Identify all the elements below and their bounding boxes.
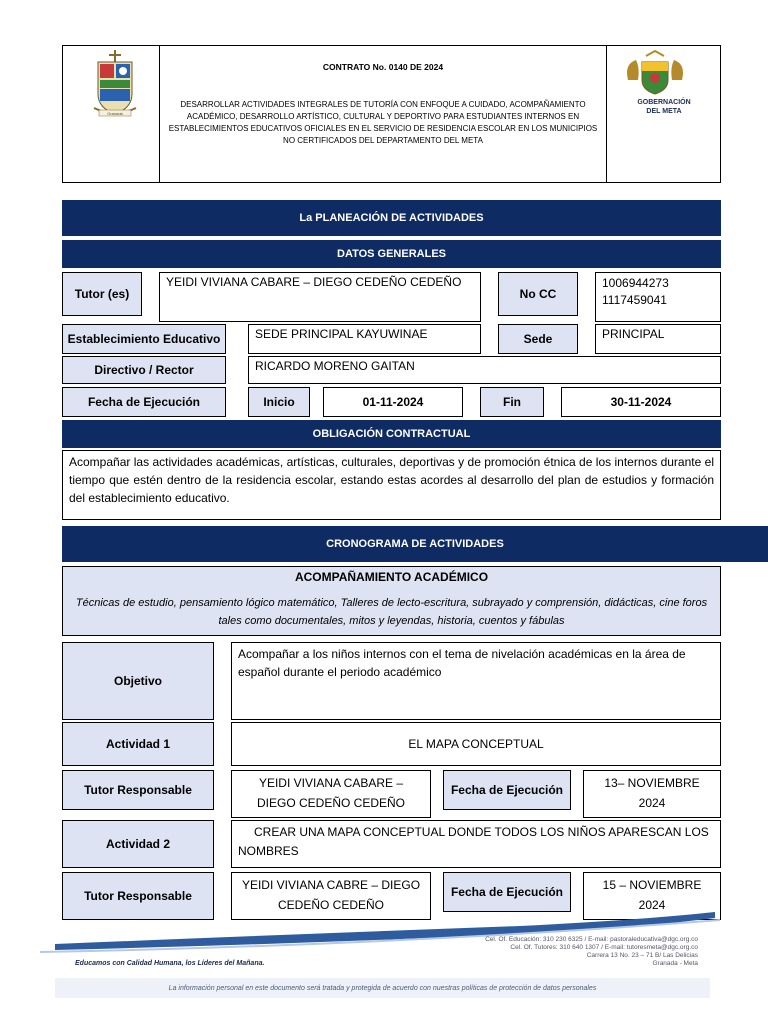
objective-value: Acompañar a los niños internos con el tema de nivelación académicas en la área de español durante el periodo académico [231, 642, 721, 720]
governorate-crest-logo [622, 50, 688, 96]
sede-value: PRINCIPAL [595, 324, 721, 354]
director-value: RICARDO MORENO GAITAN [248, 356, 721, 384]
contract-description: DESARROLLAR ACTIVIDADES INTEGRALES DE TUTORÍA CON ENFOQUE A CUIDADO, ACOMPAÑAMIENTO ACADÉMICO, DESARROLLO ARTÍSTICO, CULTURAL Y DEPORTIVO PARA ESTUDIANTES INTERNOS EN ESTABLECIMIENTOS EDUCATIVOS OFICIALES EN EL SERVICIO DE RESIDENCIA ESCOLAR EN LOS MUNICIPIOS NO CERTIFICADOS DEL DEPARTAMENTO DEL META [168, 100, 598, 145]
footer-contact [400, 936, 698, 968]
activity-1-value: EL MAPA CONCEPTUAL [231, 722, 721, 766]
activity-2-date-label: Fecha de Ejecución [443, 872, 571, 912]
school-value: SEDE PRINCIPAL KAYUWINAE [248, 324, 481, 354]
contract-obligation-text: Acompañar las actividades académicas, artísticas, culturales, deportivas y de promoción étnica de los internos durante el tiempo que estén dentro de la residencia escolar, estando estas acordes al desarrollo del plan de estudios y formación del establecimiento educativo. [62, 450, 721, 520]
tutor-value: YEIDI VIVIANA CABARE – DIEGO CEDEÑO CEDEÑO [159, 272, 481, 322]
contract-obligation-heading: OBLIGACIÓN CONTRACTUAL [62, 420, 721, 448]
sede-label: Sede [498, 324, 578, 354]
activity-1-date-label: Fecha de Ejecución [443, 770, 571, 810]
schedule-heading: CRONOGRAMA DE ACTIVIDADES [62, 526, 768, 562]
end-label: Fin [480, 387, 544, 417]
privacy-notice: La información personal en este documento será tratada y protegida de acuerdo con nuestras políticas de protección de datos personales [55, 978, 710, 998]
school-label: Establecimiento Educativo [62, 324, 226, 354]
activity-1-label: Actividad 1 [62, 722, 214, 766]
tutor-label: Tutor (es) [62, 272, 142, 316]
end-date-value: 30-11-2024 [561, 387, 721, 417]
activity-2-tutor-value: YEIDI VIVIANA CABRE – DIEGO CEDEÑO CEDEÑO [231, 872, 431, 920]
cc-label: No CC [498, 272, 578, 316]
start-date-value: 01-11-2024 [323, 387, 463, 417]
activity-2-date-value: 15 – NOVIEMBRE 2024 [583, 872, 721, 920]
activity-2-label: Actividad 2 [62, 820, 214, 868]
cc-value-2: 1117459041 [602, 293, 667, 307]
contract-title: CONTRATO No. 0140 DE 2024 [322, 62, 444, 72]
footer-contact-line: Granada - Meta [652, 960, 698, 967]
footer-contact-line: Cel. Of. Educación: 310 230 6325 / E-mail: pastoraleducativa@dgc.org.co [485, 936, 698, 943]
footer-contact-line: Carrera 13 No. 23 – 71 B/ Las Delicias [586, 952, 698, 959]
general-data-heading: DATOS GENERALES [62, 240, 721, 268]
activity-1-tutor-value: YEIDI VIVIANA CABARE – DIEGO CEDEÑO CEDEÑO [231, 770, 431, 818]
objective-label: Objetivo [62, 642, 214, 720]
footer-slogan: Educamos con Calidad Humana, los Líderes del Mañana. [75, 960, 265, 967]
left-logo-caption: Granada [107, 111, 123, 116]
activity-2-tutor-label: Tutor Responsable [62, 872, 214, 920]
cc-value [595, 272, 721, 322]
activity-1-tutor-label: Tutor Responsable [62, 770, 214, 810]
director-label: Directivo / Rector [62, 356, 226, 384]
academic-support-title: ACOMPAÑAMIENTO ACADÉMICO [294, 570, 489, 584]
governorate-name: GOBERNACIÓN DEL META [637, 99, 691, 115]
academic-support-description: Técnicas de estudio, pensamiento lógico matemático, Talleres de lecto-escritura, subrayado y comprensión, didácticas, cine foros tales como documentales, mitos y leyendas, historia, cuentos y fábulas [75, 597, 708, 627]
header-divider [606, 45, 607, 183]
footer-contact-line: Cel. Of. Tutores: 310 640 1307 / E-mail: tutoresmeta@dgc.org.co [510, 944, 698, 951]
start-label: Inicio [248, 387, 310, 417]
execution-date-label: Fecha de Ejecución [62, 387, 226, 417]
activity-2-value: CREAR UNA MAPA CONCEPTUAL DONDE TODOS LOS NIÑOS APARESCAN LOS NOMBRES [231, 820, 721, 868]
activity-1-date-value: 13– NOVIEMBRE 2024 [583, 770, 721, 818]
diocese-crest-logo [90, 48, 140, 120]
planning-title: La PLANEACIÓN DE ACTIVIDADES [62, 200, 721, 236]
cc-value-1: 1006944273 [602, 276, 669, 290]
